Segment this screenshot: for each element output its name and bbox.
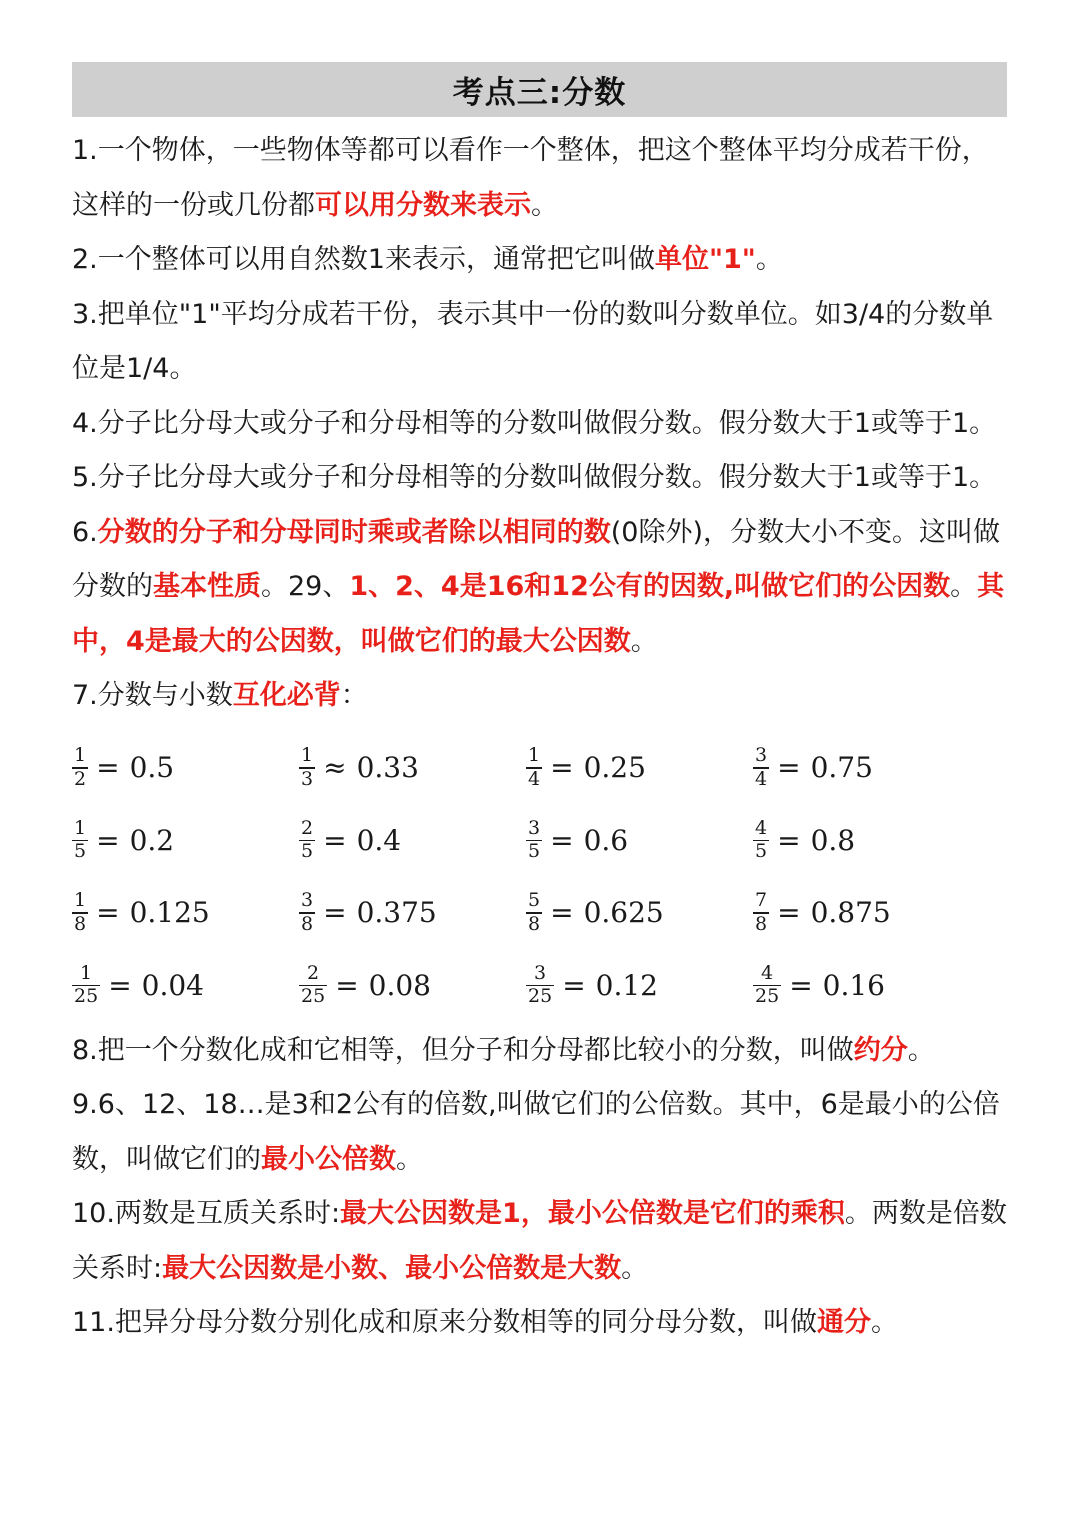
decimal-value: 0.2 [129, 823, 175, 857]
fraction [753, 746, 769, 789]
fraction [299, 891, 315, 934]
fraction-numerator: 1 [301, 744, 314, 767]
fraction-item [299, 804, 526, 877]
decimal-value: 0.33 [356, 751, 419, 785]
point-11 [72, 1296, 1012, 1351]
fraction-item [72, 877, 299, 950]
point-4 [72, 397, 1012, 452]
fraction-denominator: 8 [755, 912, 768, 935]
fraction-numerator: 3 [528, 816, 541, 839]
relation-sign: = [550, 823, 574, 857]
fraction-numerator: 1 [74, 816, 87, 839]
fraction-item [526, 804, 753, 877]
fraction-item [526, 877, 753, 950]
fraction [753, 891, 769, 934]
body-text: 9.6、12、18…是3和2公有的倍数,叫做它们的公倍数。其中，6是最小的公倍数，叫做它们的 [72, 1089, 1000, 1175]
decimal-value: 0.25 [583, 751, 646, 785]
fraction [299, 746, 315, 789]
fraction-denominator: 4 [528, 767, 541, 790]
point-9 [72, 1078, 1012, 1187]
body-text: 。 [870, 1307, 898, 1338]
point-6 [72, 506, 1012, 670]
body-text: 10.两数是互质关系时: [72, 1198, 341, 1229]
decimal-value: 0.08 [368, 968, 431, 1002]
relation-sign: = [562, 968, 586, 1002]
relation-sign: = [96, 896, 120, 930]
point-2 [72, 233, 1012, 288]
fraction-numerator: 2 [301, 816, 314, 839]
fraction-numerator: 1 [528, 744, 541, 767]
highlight-text: 互化必背 [232, 680, 341, 711]
fraction-item [299, 949, 526, 1022]
relation-sign: = [550, 896, 574, 930]
fraction-numerator: 1 [80, 961, 93, 984]
relation-sign: = [323, 823, 347, 857]
decimal-value: 0.75 [810, 751, 873, 785]
fraction-item [753, 732, 980, 805]
highlight-text: 最小公倍数 [261, 1143, 396, 1175]
fraction-numerator: 4 [755, 816, 768, 839]
decimal-value: 0.12 [595, 968, 658, 1002]
fraction-item [526, 732, 753, 805]
decimal-value: 0.875 [810, 896, 891, 930]
fraction-numerator: 3 [301, 889, 314, 912]
highlight-text: 基本性质 [153, 571, 261, 602]
fraction-denominator: 5 [755, 840, 768, 862]
fraction-item [299, 732, 526, 805]
body-text: 8.把一个分数化成和它相等，但分子和分母都比较小的分数，叫做 [72, 1034, 854, 1066]
highlight-text: 可以用分数来表示 [315, 189, 531, 221]
fraction [72, 816, 88, 862]
fraction-item [753, 949, 980, 1022]
fraction-denominator: 3 [301, 767, 314, 790]
fraction-denominator: 25 [755, 985, 780, 1007]
decimal-value: 0.4 [356, 823, 402, 857]
decimal-value: 0.5 [129, 751, 175, 785]
relation-sign: = [550, 751, 574, 785]
body-text: 。 [621, 1252, 649, 1284]
point-7 [72, 669, 1012, 724]
fraction-denominator: 4 [755, 767, 768, 790]
fraction-numerator: 1 [74, 744, 87, 767]
fraction-denominator: 25 [74, 985, 99, 1007]
highlight-text: 最大公因数是小数、最小公倍数是大数 [162, 1252, 622, 1284]
point-5 [72, 451, 1012, 506]
fraction [72, 891, 88, 934]
relation-sign: = [777, 823, 801, 857]
content [72, 124, 1012, 1351]
decimal-value: 0.125 [129, 896, 210, 930]
body-text: 2.一个整体可以用自然数1来表示，通常把它叫做 [72, 244, 655, 275]
fraction [72, 961, 100, 1007]
fraction-decimal-table [72, 732, 1012, 1022]
fraction-denominator: 25 [301, 985, 326, 1007]
fraction-numerator: 4 [761, 961, 774, 984]
decimal-value: 0.375 [356, 896, 437, 930]
fraction-numerator: 7 [755, 889, 768, 912]
fraction-numerator: 1 [74, 889, 87, 912]
fraction [299, 816, 315, 862]
body-text: 11.把异分母分数分别化成和原来分数相等的同分母分数，叫做 [72, 1307, 817, 1338]
fraction-numerator: 5 [528, 889, 541, 912]
fraction-denominator: 2 [74, 767, 87, 790]
relation-sign: = [108, 968, 132, 1002]
highlight-text: 其中，4是最大的公因数，叫做它们的最大公因数 [72, 571, 1005, 657]
fraction [72, 746, 88, 789]
title-bar [72, 62, 1007, 117]
highlight-text: 约分 [853, 1034, 908, 1066]
fraction-denominator: 8 [301, 912, 314, 935]
body-text: 。 [907, 1034, 935, 1066]
body-text: 。 [531, 189, 558, 221]
fraction-item [299, 877, 526, 950]
fraction [526, 816, 542, 862]
fraction-item [753, 804, 980, 877]
body-text: 。 [755, 244, 783, 275]
point-1 [72, 124, 1012, 233]
body-text: ： [340, 680, 368, 711]
fraction [526, 961, 554, 1007]
fraction [526, 891, 542, 934]
relation-sign: = [96, 751, 120, 785]
decimal-value: 0.6 [583, 823, 629, 857]
body-text: 。29、 [261, 571, 350, 602]
relation-sign: = [335, 968, 359, 1002]
body-text: 7.分数与小数 [72, 680, 233, 711]
fraction-denominator: 8 [74, 912, 87, 935]
body-text: 。 [950, 571, 978, 602]
fraction-item [72, 804, 299, 877]
relation-sign: = [96, 823, 120, 857]
fraction [299, 961, 327, 1007]
decimal-value: 0.16 [822, 968, 885, 1002]
point-3 [72, 288, 1012, 397]
relation-sign: = [777, 896, 801, 930]
body-text: 。 [396, 1143, 423, 1175]
body-text: 1.一个物体，一些物体等都可以看作一个整体，把这个整体平均分成若干份，这样的一份或几份都 [72, 135, 989, 221]
point-10 [72, 1187, 1012, 1296]
fraction-item [72, 949, 299, 1022]
decimal-value: 0.04 [141, 968, 204, 1002]
body-text: 3.把单位"1"平均分成若干份，表示其中一份的数叫分数单位。如3/4的分数单位是1/4。 [72, 298, 994, 384]
body-text: 。 [630, 625, 658, 657]
fraction-denominator: 5 [301, 840, 314, 862]
relation-sign: = [789, 968, 813, 1002]
fraction [753, 961, 781, 1007]
point-8 [72, 1024, 1012, 1079]
body-text: 6. [72, 516, 98, 548]
body-text: 4.分子比分母大或分子和分母相等的分数叫做假分数。假分数大于1或等于1。 [72, 407, 997, 439]
fraction-denominator: 8 [528, 912, 541, 935]
fraction-numerator: 3 [534, 961, 547, 984]
highlight-text: 单位"1" [654, 244, 756, 275]
highlight-text: 最大公因数是1，最小公倍数是它们的乘积 [340, 1198, 845, 1229]
fraction [526, 746, 542, 789]
highlight-text: 1、2、4是16和12公有的因数,叫做它们的公因数 [349, 571, 951, 602]
body-text: 。两数是倍数关系时: [72, 1198, 1007, 1284]
relation-sign: = [777, 751, 801, 785]
fraction-denominator: 25 [528, 985, 553, 1007]
fraction-numerator: 2 [307, 961, 320, 984]
decimal-value: 0.625 [583, 896, 664, 930]
fraction-item [753, 877, 980, 950]
fraction-item [72, 732, 299, 805]
highlight-text: 分数的分子和分母同时乘或者除以相同的数 [97, 516, 611, 548]
highlight-text: 通分 [816, 1307, 871, 1338]
page-title: 考点三:分数 [452, 75, 627, 111]
fraction-denominator: 5 [74, 840, 87, 862]
relation-sign: = [323, 896, 347, 930]
fraction-item [526, 949, 753, 1022]
decimal-value: 0.8 [810, 823, 856, 857]
body-text: 5.分子比分母大或分子和分母相等的分数叫做假分数。假分数大于1或等于1。 [72, 462, 997, 493]
relation-sign: ≈ [323, 751, 347, 785]
body-text: (0除外)，分数大小不变。这叫做分数的 [72, 516, 1001, 602]
fraction-denominator: 5 [528, 840, 541, 862]
fraction [753, 816, 769, 862]
fraction-numerator: 3 [755, 744, 768, 767]
